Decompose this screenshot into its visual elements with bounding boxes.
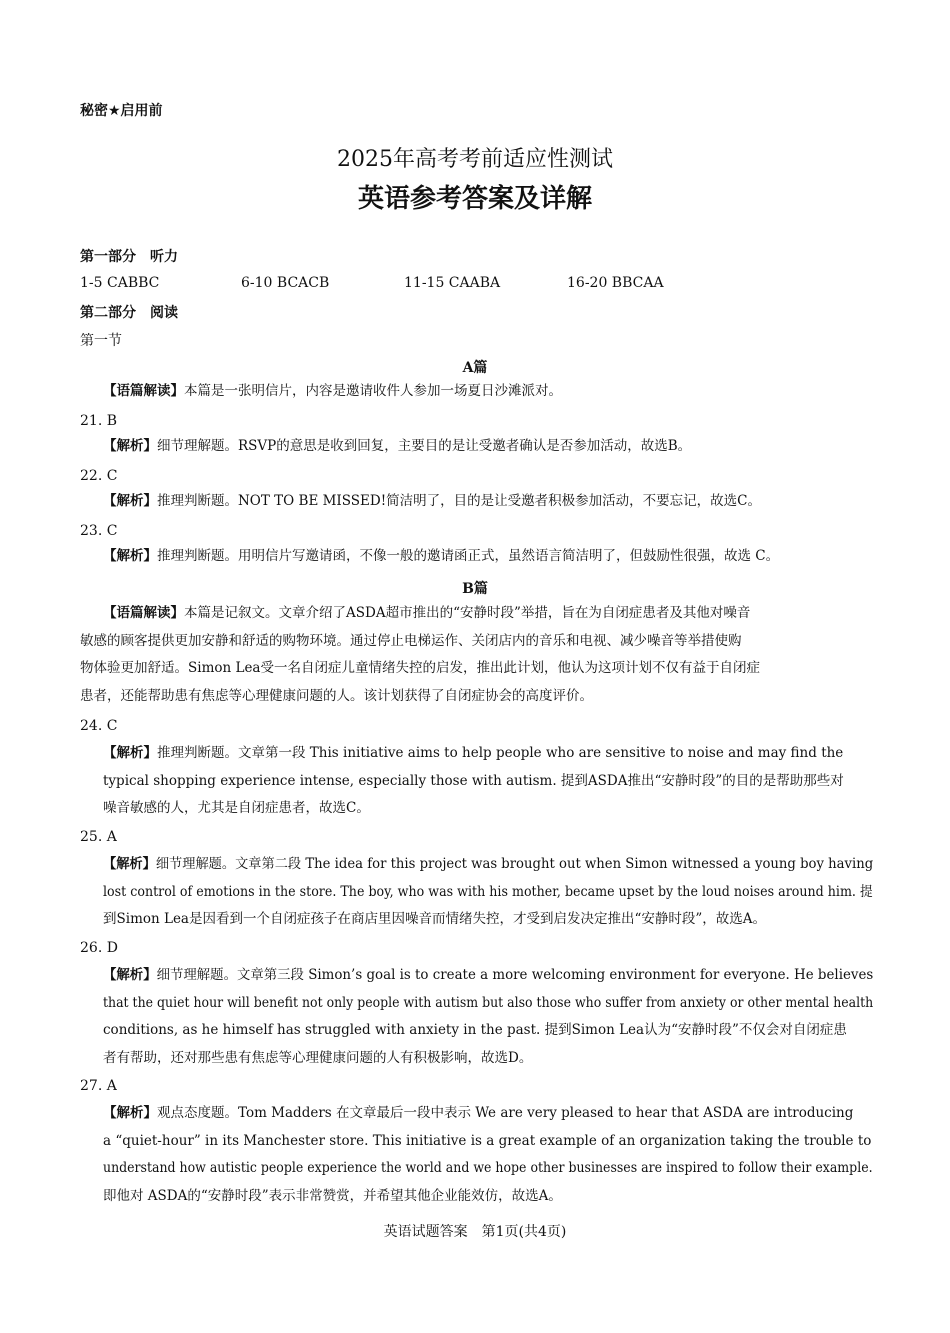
passage-a-title: A篇 bbox=[462, 360, 488, 376]
explanation-line: 细节理解题。文章第三段 Simon’s goal is to create a more welcoming environment for everyone. He believes bbox=[156, 967, 874, 983]
explanation-text: 推理判断题。用明信片写邀请函，不像一般的邀请函正式，虽然语言简洁明了，但鼓励性很强，故选 C。 bbox=[157, 548, 780, 564]
question-24-explanation bbox=[103, 740, 873, 823]
passage-a-summary bbox=[103, 378, 873, 406]
question-22-explanation bbox=[103, 488, 873, 516]
explanation-line: that the quiet hour will benefit not only people with autism but also those who suffer from anxiety or other mental health bbox=[103, 994, 874, 1011]
answer-group-2: 6-10 BCACB bbox=[241, 275, 330, 291]
question-26-answer: 26. D bbox=[80, 940, 118, 956]
passage-b-summary bbox=[80, 600, 872, 710]
confidential-mark: 秘密★启用前 bbox=[80, 103, 163, 119]
section-heading: 第一节 bbox=[80, 333, 122, 349]
page-footer: 英语试题答案 第1页(共4页) bbox=[383, 1224, 567, 1240]
explanation-line: understand how autistic people experience the world and we hope other businesses are inspired to follow their example. bbox=[103, 1160, 873, 1177]
explanation-text: 细节理解题。RSVP的意思是收到回复，主要目的是让受邀者确认是否参加活动，故选B。 bbox=[157, 438, 692, 454]
answer-group-4: 16-20 BBCAA bbox=[567, 275, 664, 291]
question-21-answer: 21. B bbox=[80, 413, 118, 429]
part1-heading: 第一部分 听力 bbox=[80, 249, 178, 265]
explanation-tag: 【解析】 bbox=[103, 493, 157, 509]
question-27-answer: 27. A bbox=[80, 1078, 117, 1094]
answer-group-3: 11-15 CAABA bbox=[404, 275, 501, 291]
exam-title: 2025年高考考前适应性测试 bbox=[337, 147, 613, 172]
explanation-line: 观点态度题。Tom Madders 在文章最后一段中表示 We are very pleased to hear that ASDA are introducing bbox=[157, 1105, 854, 1121]
answer-title: 英语参考答案及详解 bbox=[357, 184, 592, 214]
explanation-line: 噪音敏感的人，尤其是自闭症患者，故选C。 bbox=[103, 800, 370, 817]
explanation-tag: 【解析】 bbox=[103, 438, 157, 454]
explanation-tag: 【解析】 bbox=[103, 967, 157, 983]
explanation-tag: 【解析】 bbox=[103, 856, 156, 872]
explanation-line: conditions, as he himself has struggled with anxiety in the past. 提到Simon Lea认为“安静时段”不仅会对自闭症患 bbox=[103, 1022, 847, 1039]
answer-group-1: 1-5 CABBC bbox=[80, 275, 160, 291]
question-23-answer: 23. C bbox=[80, 523, 118, 539]
summary-line: 患者，还能帮助患有焦虑等心理健康问题的人。该计划获得了自闭症协会的高度评价。 bbox=[80, 687, 593, 704]
explanation-line: 即他对 ASDA的“安静时段”表示非常赞赏，并希望其他企业能效仿，故选A。 bbox=[103, 1187, 562, 1204]
question-25-answer: 25. A bbox=[80, 829, 117, 845]
part2-heading: 第二部分 阅读 bbox=[80, 305, 178, 321]
question-24-answer: 24. C bbox=[80, 718, 118, 734]
summary-line: 物体验更加舒适。Simon Lea受一名自闭症儿童情绪失控的启发，推出此计划，他认为这项计划不仅有益于自闭症 bbox=[80, 660, 760, 677]
explanation-tag: 【解析】 bbox=[103, 1105, 157, 1121]
explanation-line: lost control of emotions in the store. The boy, who was with his mother, became upset by the loud noises around him. 提 bbox=[103, 883, 873, 900]
explanation-text: 推理判断题。NOT TO BE MISSED!简洁明了，目的是让受邀者积极参加活动，不要忘记，故选C。 bbox=[157, 493, 761, 509]
question-23-explanation bbox=[103, 543, 873, 571]
question-21-explanation bbox=[103, 433, 873, 461]
explanation-line: 细节理解题。文章第二段 The idea for this project was brought out when Simon witnessed a young boy having bbox=[155, 856, 874, 872]
question-25-explanation bbox=[103, 851, 873, 934]
explanation-line: typical shopping experience intense, especially those with autism. 提到ASDA推出“安静时段”的目的是帮助那些对 bbox=[103, 772, 844, 789]
summary-tag: 【语篇解读】 bbox=[103, 605, 184, 621]
explanation-line: 到Simon Lea是因看到一个自闭症孩子在商店里因噪音而情绪失控，才受到启发决定推出“安静时段”，故选A。 bbox=[103, 911, 767, 928]
question-27-explanation bbox=[103, 1100, 873, 1210]
summary-text: 本篇是一张明信片，内容是邀请收件人参加一场夏日沙滩派对。 bbox=[184, 383, 562, 399]
explanation-line: 推理判断题。文章第一段 This initiative aims to help people who are sensitive to noise and may find the bbox=[157, 745, 844, 761]
summary-line: 敏感的顾客提供更加安静和舒适的购物环境。通过停止电梯运作、关闭店内的音乐和电视、减少噪音等举措使购 bbox=[80, 632, 742, 649]
explanation-line: 者有帮助，还对那些患有焦虑等心理健康问题的人有积极影响，故选D。 bbox=[103, 1049, 533, 1066]
question-26-explanation bbox=[103, 962, 873, 1072]
question-22-answer: 22. C bbox=[80, 468, 118, 484]
explanation-line: a “quiet-hour” in its Manchester store. This initiative is a great example of an organization taking the trouble to bbox=[103, 1132, 872, 1149]
summary-line: 本篇是记叙文。文章介绍了ASDA超市推出的“安静时段”举措，旨在为自闭症患者及其他对噪音 bbox=[184, 605, 751, 621]
explanation-tag: 【解析】 bbox=[103, 745, 157, 761]
passage-b-title: B篇 bbox=[462, 581, 488, 597]
explanation-tag: 【解析】 bbox=[103, 548, 157, 564]
summary-tag: 【语篇解读】 bbox=[103, 383, 184, 399]
